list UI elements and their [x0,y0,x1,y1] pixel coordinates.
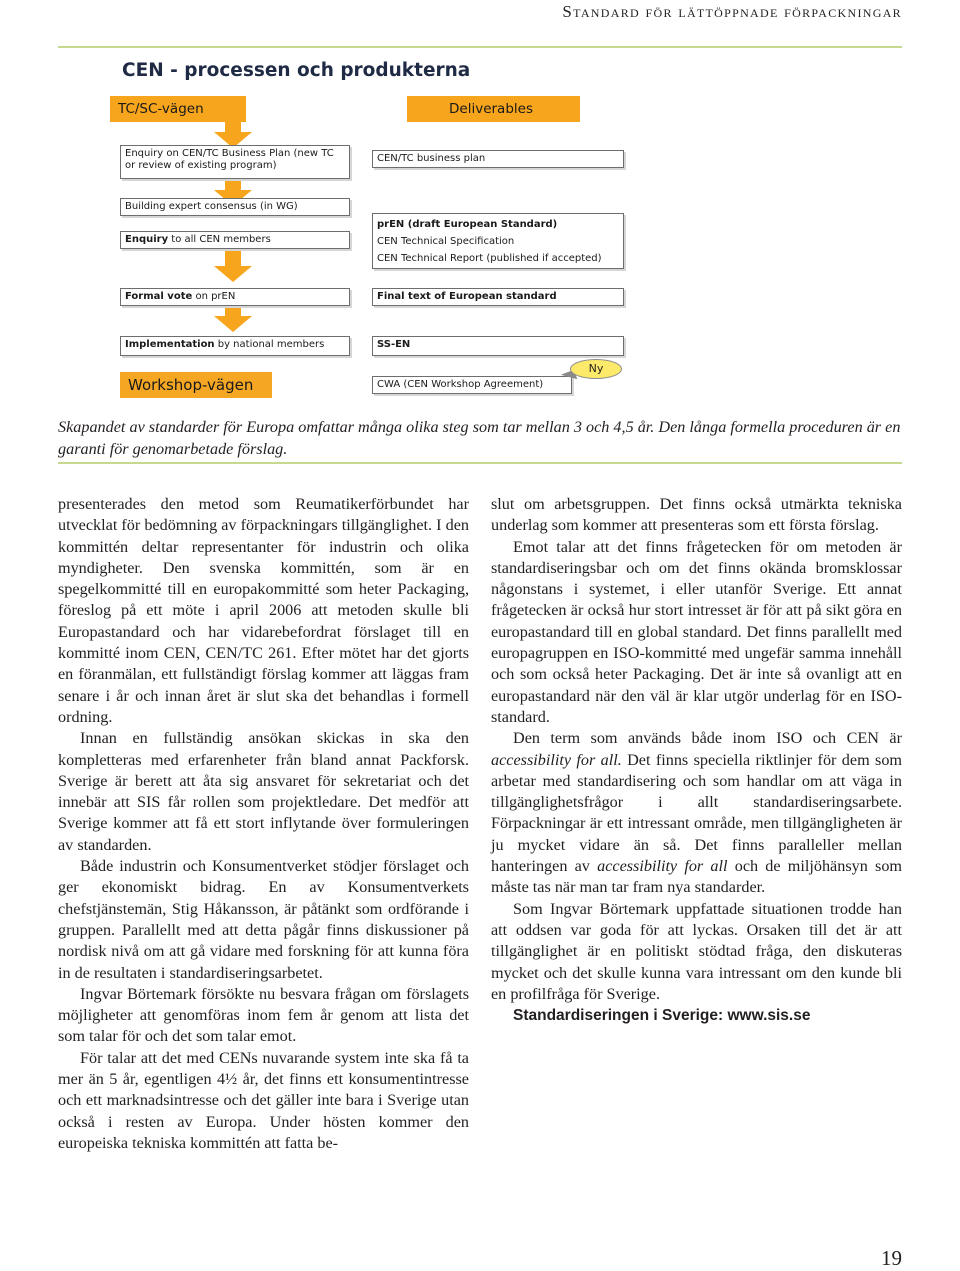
flow-arrow [214,306,252,332]
expert-consensus-box [120,198,350,216]
paragraph: Både industrin och Konsumentverket stödjer förslaget och ger ekonomiskt bidrag. En av Konsumentverkets chefstjänstemän, Stig Håkansson, är påtänkt som ordförande i gruppen. Parallellt med att detta pågår finns diskussioner på nordisk nivå om att gå vidare med forskning för att kunna föra in de resultaten i standardiseringsarbetet. [58,857,469,982]
header-rule [58,46,902,48]
cwa-deliverable [372,376,572,394]
business-plan-deliverable [372,150,624,168]
enquiry-business-plan-box [120,145,350,179]
caption-rule [58,462,902,464]
paragraph: För talar att det med CENs nuvarande system inte ska få ta mer än 5 år, egentligen 4½ år, det finns ett konsumentintresse och ett marknadsintresse och det gäller inte bara i Sverige utan också i resten av Europa. Under hösten kommer den europeiska tekniska kommittén att fatta be- [58,1048,469,1152]
box-text: on prEN [192,291,236,302]
figure-caption: Skapandet av standarder för Europa omfattar många olika steg som tar mellan 3 och 4,5 år. Den långa formella proceduren är en garanti för genomarbetade förslag. [58,418,901,458]
text-run: Det finns speciella riktlinjer för dem som arbetar med standardisering och som handlar om att väga in tillgänglighetsfrågor i allt standardiseringsarbete. Förpackningar är ett intressant område, men tillgängligheten är ju mycket vidare än så. Det finns paralleller mellan hanteringen av [491,750,902,876]
paragraph: presenterades den metod som Reumatikerförbundet har utvecklat för bedömning av förpackningars tillgänglighet. I den kommittén deltar representanter för industrin och olika myndigheter. Den svenska kommittén, som är en spegelkommitté till en europakommitté som heter Packaging, föreslog på ett möte i april 2006 att metoden skulle bli Europastandard och har vidarebefordrat förslaget till en kommitté inom CEN, CEN/TC 261. Efter mötet har det gjorts en föranmälan, ett fullständigt förslag kommer att läggas fram senare i år och innan året är slut ska det behandlas i formell ordning. [58,495,469,726]
box-text: Building expert consensus (in WG) [125,201,298,212]
box-text: CEN Technical Report (published if accepted) [377,253,602,264]
flow-arrow [214,250,252,282]
tc-sc-band: TC/SC-vägen [110,96,246,122]
text-run: och de miljöhänsyn som måste tas när man tar fram nya standarder. [491,857,903,897]
box-text: CEN Technical Specification [377,236,515,247]
box-bold: SS-EN [377,339,411,350]
paragraph [491,728,902,898]
box-text: CEN/TC business plan [377,153,486,164]
box-bold: Implementation [125,339,215,350]
new-badge: Ny [570,359,622,379]
box-bold: Enquiry [125,234,169,245]
workshop-band: Workshop-vägen [120,372,272,398]
implementation-box [120,336,350,356]
paragraph: Innan en fullständig ansökan skickas in ska den kompletteras med erfarenheter från bland annat Packforsk. Sverige är berett att åta sig ansvaret för sekretariat och det innebär att SIS får rollen som projektledare. Det medför att Sverige kommer att få ett stort inflytande över formuleringen av standarden. [58,729,469,854]
paragraph: slut om arbetsgruppen. Det finns också utmärkta tekniska underlag som kommer att presenteras som ett första förslag. [491,495,902,535]
paragraph: Som Ingvar Börtemark uppfattade situationen trodde han att oddsen var goda för att lyckas. Orsaken till det är att tillgänglighet är en politiskt stödtad fråga, den diskuteras mycket och det skulle kunna vara intressant om den kunde bli en profilfråga för Sverige. [491,899,902,1003]
cen-process-diagram [110,52,630,402]
text-run: Den term som används både inom ISO och CEN är [513,729,902,748]
box-text: to all CEN members [168,234,271,245]
box-bold: prEN (draft European Standard) [377,219,558,230]
formal-vote-box [120,288,350,306]
deliverables-band: Deliverables [407,96,580,122]
paragraph: Emot talar att det finns frågetecken för om metoden är standardiseringsbar och om det finns okända bromsklossar någonstans i systemet, i eller utanför Sverige. Ett annat frågetecken är också hur stort intresset är för att på sikt göra en europastandard till en global standard. Det finns parallellt med europagruppen en ISO-kommitté med ungefär samma innehåll och som också heter Packaging. Det är inte så ovanligt att en europastandard när den väl är klar utgör underlag för en ISO-standard. [491,537,902,726]
right-column [491,494,902,1026]
box-text: Enquiry on CEN/TC Business Plan (new TC or review of existing program) [125,148,334,171]
page-number: 19 [881,1246,902,1270]
enquiry-members-box [120,231,350,249]
box-text: by national members [214,339,325,350]
sis-link[interactable]: Standardiseringen i Sverige: www.sis.se [513,1007,811,1025]
final-text-deliverable [372,288,624,306]
box-bold: Formal vote [125,291,193,302]
pren-deliverables-box [372,213,624,269]
italic-term: accessibility for all. [491,750,622,769]
ss-en-deliverable [372,336,624,356]
box-text: CWA (CEN Workshop Agreement) [377,379,544,390]
left-column [58,494,469,1154]
box-bold: Final text of European standard [377,291,557,302]
italic-term: accessibility for all [597,857,728,876]
paragraph: Ingvar Börtemark försökte nu besvara frågan om förslagets möjligheter att genomföras inom fem år genom att lista det som talar för och det som talar emot. [58,984,469,1046]
running-header: Standard för lättöppnade förpackningar [562,2,902,21]
diagram-title: CEN - processen och produkterna [122,60,471,81]
